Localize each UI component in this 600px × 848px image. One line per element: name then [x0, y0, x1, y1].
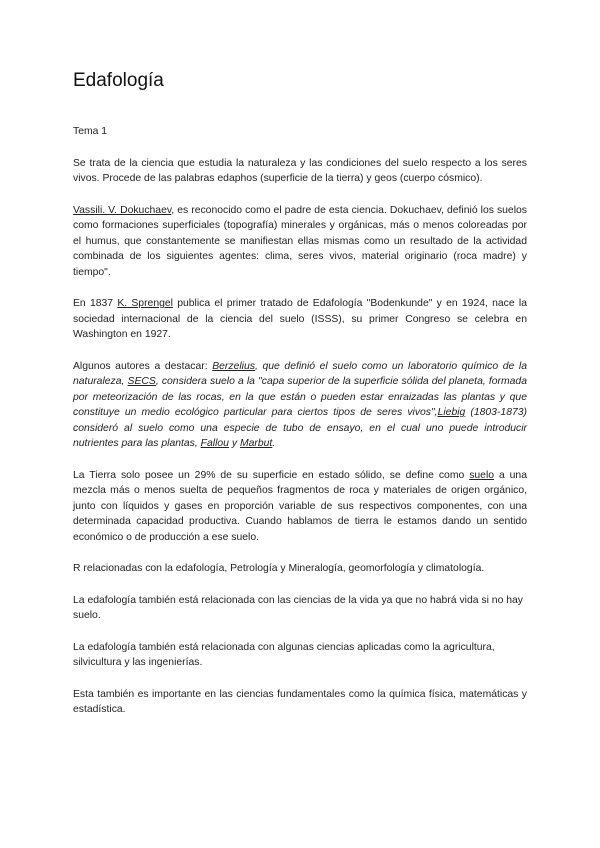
topic-label: Tema 1 — [73, 126, 108, 137]
paragraph-text: , considera suelo a la "capa superior de la superficie sólida del planeta, formada por meteorización de las rocas, en la que están o pueden estar enraizadas las plantas y que constituye un medio ecológico particular para ciertos tipos de seres vivos", — [73, 376, 527, 418]
paragraph-related-sciences: R relacionadas con la edafología, Petrología y Mineralogía, geomorfología y climatología. — [73, 563, 485, 574]
paragraph-text: y — [228, 438, 240, 449]
link-liebig[interactable]: Liebig — [437, 407, 466, 418]
link-sprengel[interactable]: K. Sprengel — [117, 298, 173, 309]
paragraph-text: La Tierra solo posee un 29% de su superficie en estado sólido, se define como — [73, 469, 470, 481]
paragraph-sprengel — [73, 296, 527, 343]
paragraph-text: . — [272, 438, 276, 449]
paragraph-suelo — [73, 468, 527, 546]
link-fallou[interactable]: Fallou — [200, 438, 229, 449]
paragraph-text: Algunos autores a destacar: — [73, 360, 213, 372]
paragraph-text: , es reconocido como el padre de esta ciencia. Dokuchaev, definió los suelos como formaciones superficiales (topografía) minerales y orgánicas, más o menos coloreadas por el humus, que constantemente se manifiestan ellas mismas como un resultado de la actividad combinada de los siguientes agentes: clima, seres vivos, material originario (roca madre) y tiempo". — [73, 204, 527, 278]
paragraph-text: a una mezcla más o menos suelta de pequeños fragmentos de roca y materiales de origen orgánico, junto con líquidos y gases en proporción variable de sus respectivos componentes, con una determinada capacidad productiva. Cuando hablamos de tierra le estamos dando un sentido económico o de producción a ese suelo. — [73, 469, 527, 543]
page-title: Edafología — [73, 70, 164, 91]
link-marbut[interactable]: Marbut — [239, 438, 273, 449]
paragraph-text: (1803-1873) consideró al suelo como una especie de tubo de ensayo, en el cual uno puede introducir nutrientes para las plantas, — [73, 407, 527, 449]
paragraph-text: , que definió el suelo como un laboratorio químico de la naturaleza, — [73, 360, 527, 387]
paragraph-definition: Se trata de la ciencia que estudia la naturaleza y las condiciones del suelo respecto a los seres vivos. Procede de las palabras edaphos (superficie de la tierra) y geos (cuerpo cósmico). — [73, 157, 527, 184]
link-berzelius[interactable]: Berzelius — [212, 360, 255, 372]
paragraph-authors — [73, 359, 527, 452]
paragraph-text: En 1837 — [73, 298, 118, 309]
link-suelo[interactable]: suelo — [469, 469, 495, 481]
paragraph-dokuchaev — [73, 203, 527, 281]
document-body — [73, 124, 527, 734]
paragraph-text: publica el primer tratado de Edafología "Bodenkunde" y en 1924, nace la sociedad internacional de la ciencia del suelo (ISSS), su primer Congreso se celebra en Washington en 1927. — [73, 298, 527, 340]
paragraph-applied-sciences: La edafología también está relacionada con algunas ciencias aplicadas como la agricultura, silvicultura y las ingenierías. — [73, 641, 495, 668]
link-secs[interactable]: SECS — [127, 376, 156, 387]
paragraph-life-sciences: La edafología también está relacionada con las ciencias de la vida ya que no habrá vida si no hay suelo. — [73, 594, 523, 621]
paragraph-fundamental-sciences: Esta también es importante en las ciencias fundamentales como la química física, matemáticas y estadística. — [73, 688, 527, 715]
link-dokuchaev[interactable]: Vassili. V. Dokuchaev — [73, 204, 172, 216]
